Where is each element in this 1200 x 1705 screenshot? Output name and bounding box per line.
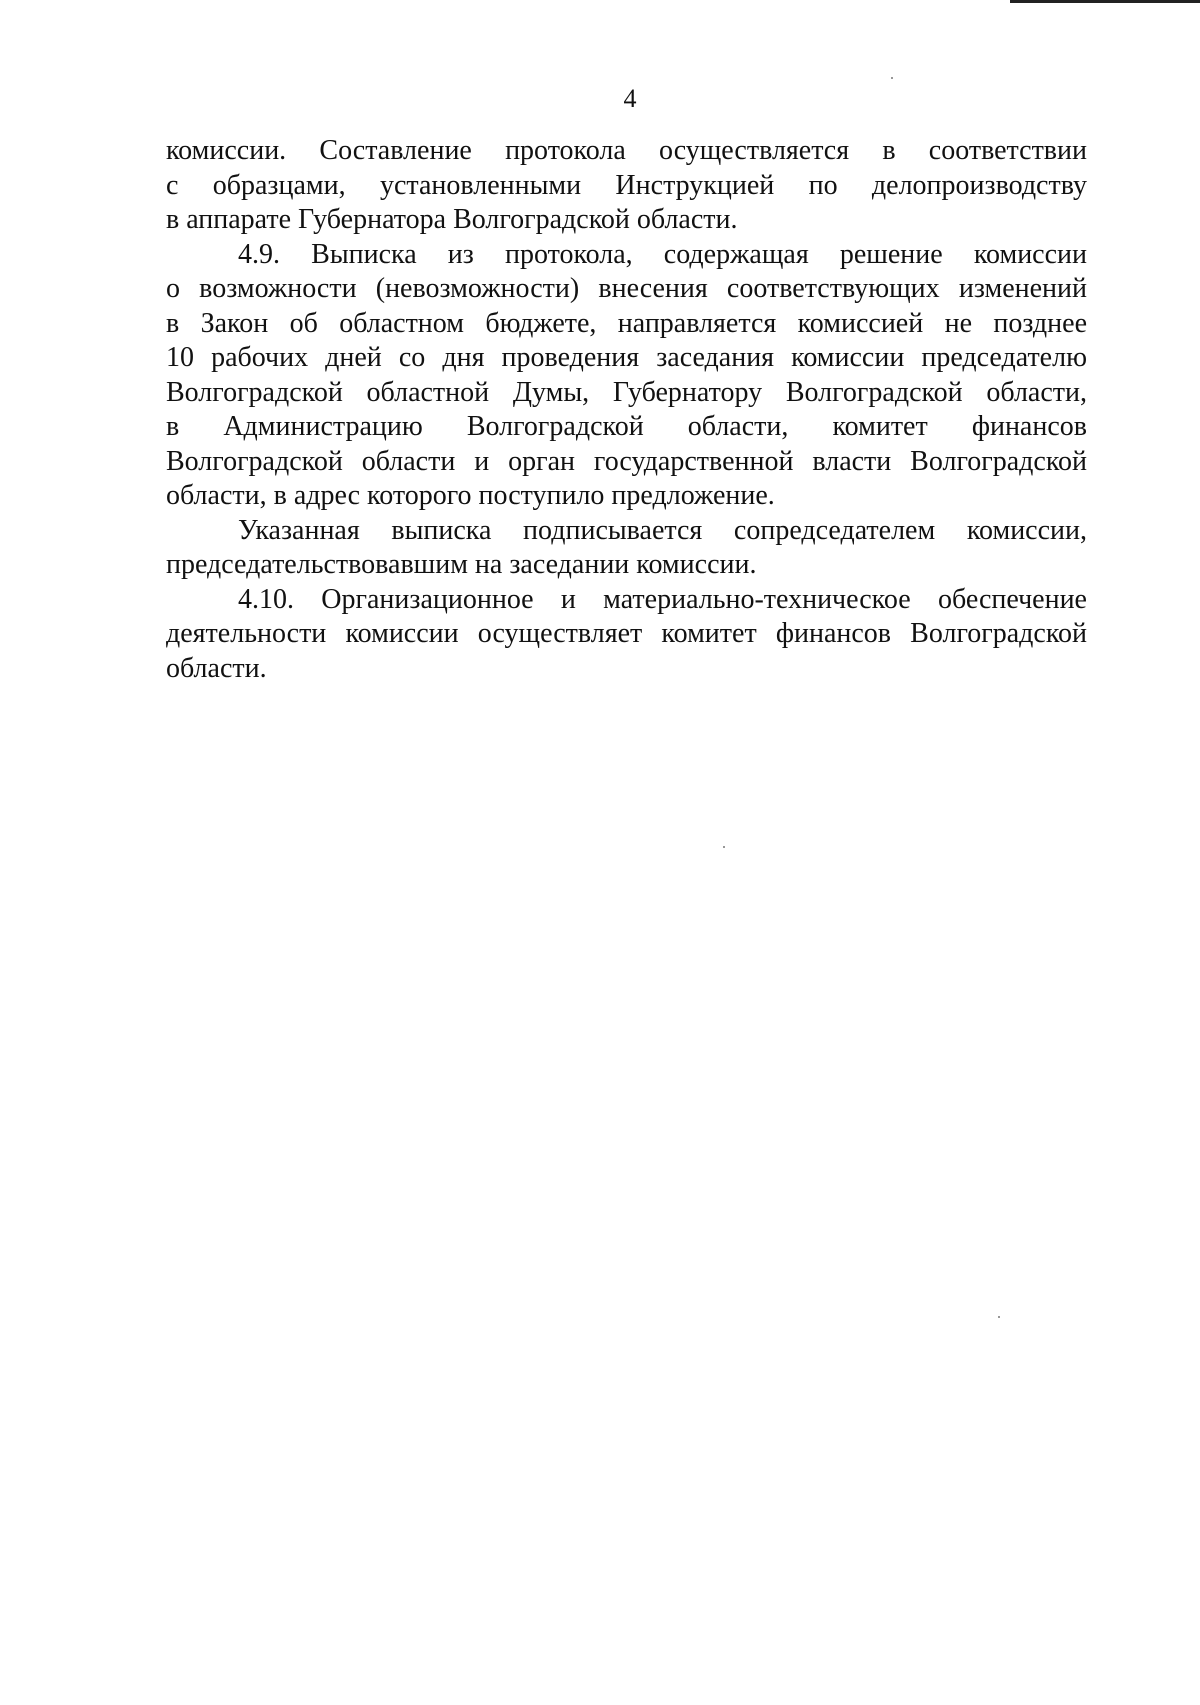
text-line: 4.9. Выписка из протокола, содержащая решение комиссии — [238, 238, 1087, 270]
paragraph-protocol-samples — [166, 134, 1087, 238]
text-line: с образцами, установленными Инструкцией по делопроизводству — [166, 169, 1087, 201]
paragraph-4-9 — [166, 238, 1087, 514]
paragraph-4-10 — [166, 583, 1087, 687]
text-line: председательствовавшим на заседании комиссии. — [166, 549, 757, 580]
text-line: в Администрацию Волгоградской области, комитет финансов — [166, 411, 1087, 442]
scan-speck — [998, 1316, 1000, 1318]
scan-edge-line — [1010, 0, 1200, 3]
text-line: комиссии. Составление протокола осуществляется в соответствии — [166, 135, 1087, 166]
scan-speck — [891, 77, 893, 79]
paragraph-extract-signature — [166, 514, 1087, 583]
text-line: о возможности (невозможности) внесения соответствующих изменений — [166, 273, 1087, 304]
text-line: Волгоградской области и орган государственной власти Волгоградской — [166, 445, 1087, 477]
text-line: деятельности комиссии осуществляет комитет финансов Волгоградской — [166, 618, 1087, 649]
text-line: области, в адрес которого поступило предложение. — [166, 480, 775, 511]
text-line: Волгоградской областной Думы, Губернатору Волгоградской области, — [166, 376, 1087, 408]
scan-speck — [723, 846, 725, 848]
document-body — [166, 134, 1087, 686]
text-line: 4.10. Организационное и материально-техническое обеспечение — [238, 583, 1087, 615]
page-number: 4 — [623, 84, 637, 113]
text-line: области. — [166, 652, 267, 684]
text-line: в Закон об областном бюджете, направляется комиссией не позднее — [166, 307, 1087, 339]
text-line: в аппарате Губернатора Волгоградской области. — [166, 204, 738, 235]
text-line: 10 рабочих дней со дня проведения заседания комиссии председателю — [166, 342, 1087, 373]
text-line: Указанная выписка подписывается сопредседателем комиссии, — [238, 514, 1087, 546]
